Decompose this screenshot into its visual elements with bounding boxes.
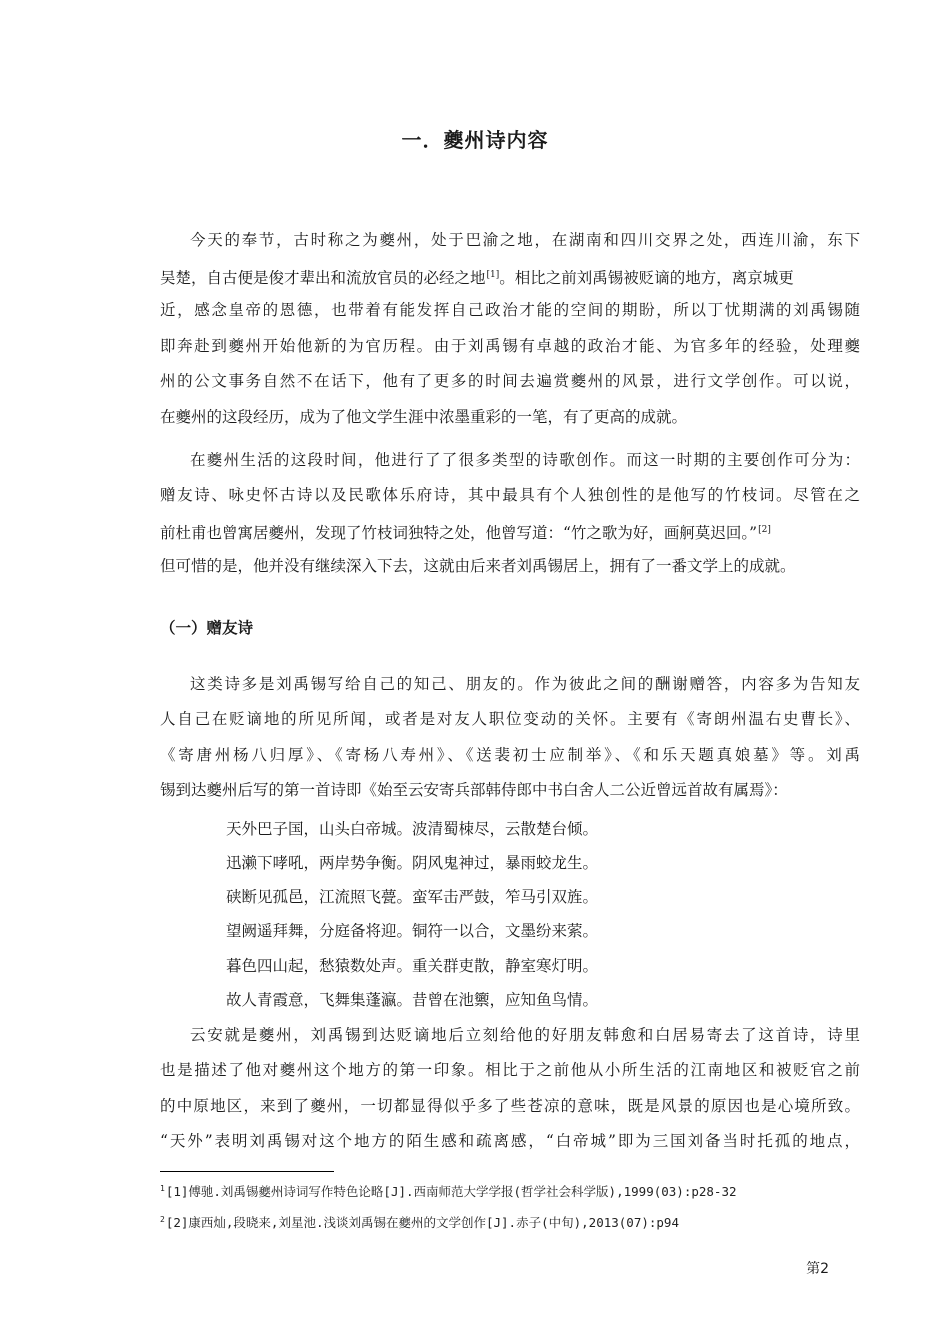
paragraph-1-line-4: 即奔赴到夔州开始他新的为官历程。由于刘禹锡有卓越的政治才能、为官多年的经验，处理夔 (160, 337, 860, 355)
poem-line: 迅濑下哮吼，两岸势争衡。阴风鬼神过，暴雨蛟龙生。 (226, 854, 599, 872)
footnote-1 (160, 1180, 737, 1201)
paragraph-3-line-1: 这类诗多是刘禹锡写给自己的知己、朋友的。作为彼此之间的酬谢赠答，内容多为告知友 (190, 675, 860, 693)
paragraph-2-line-1: 在夔州生活的这段时间，他进行了了很多类型的诗歌创作。而这一时期的主要创作可分为： (190, 451, 860, 469)
paragraph-3-line-2: 人自己在贬谪地的所见所闻，或者是对友人职位变动的关怀。主要有《寄朗州温右史曹长》、 (160, 710, 860, 728)
footnote-1-mark: 1 (160, 1184, 165, 1193)
footnote-2-mark: 2 (160, 1215, 165, 1224)
paragraph-2-line-2: 赠友诗、咏史怀古诗以及民歌体乐府诗，其中最具有个人独创性的是他写的竹枝词。尽管在之 (160, 486, 860, 504)
poem-line: 故人青霞意，飞舞集蓬瀛。昔曾在池籞，应知鱼鸟情。 (226, 991, 599, 1009)
paragraph-1-line-3: 近，感念皇帝的恩德，也带着有能发挥自己政治才能的空间的期盼，所以丁忧期满的刘禹锡随 (160, 301, 860, 319)
poem-line: 天外巴子国，山头白帝城。波清蜀栜尽，云散楚台倾。 (226, 820, 599, 838)
paragraph-2-line-3-text: 前杜甫也曾寓居夔州，发现了竹枝词独特之处，他曾写道：“竹之歌为好，画舸莫迟回。” (160, 524, 758, 542)
paragraph-1-line-2-rest: 。相比之前刘禹锡被贬谪的地方，离京城更 (499, 269, 794, 287)
poem-line: 硖断见孤邑，江流照飞甍。蛮军击严鼓，笮马引双旌。 (226, 888, 599, 906)
paragraph-2-line-3 (160, 518, 860, 542)
paragraph-4-line-3: 的中原地区，来到了夔州，一切都显得似乎多了些苍凉的意味，既是风景的原因也是心境所致。 (160, 1097, 860, 1115)
footnote-ref-2: [2] (758, 525, 771, 535)
paragraph-1-line-2-text: 吴楚，自古便是俊才辈出和流放官员的必经之地 (160, 269, 486, 287)
paragraph-3-line-4: 锡到达夔州后写的第一首诗即《始至云安寄兵部韩侍郎中书白舍人二公近曾远首故有属焉》： (160, 781, 788, 799)
chapter-title: 一．夔州诗内容 (401, 128, 549, 152)
poem-line: 暮色四山起，愁猿数处声。重关群吏散，静室寒灯明。 (226, 957, 599, 975)
paragraph-1-line-1: 今天的奉节，古时称之为夔州，处于巴渝之地，在湖南和四川交界之处，西连川渝，东下 (190, 231, 860, 249)
footnote-2-text: [2]康西灿,段晓来,刘星池.浅谈刘禹锡在夔州的文学创作[J].赤子(中旬),2013(07):p94 (165, 1215, 679, 1230)
paragraph-4-line-2: 也是描述了他对夔州这个地方的第一印象。相比于之前他从小所生活的江南地区和被贬官之前 (160, 1061, 860, 1079)
paragraph-4-line-4: “天外”表明刘禹锡对这个地方的陌生感和疏离感，“白帝城”即为三国刘备当时托孤的地点， (160, 1132, 860, 1150)
footnote-2 (160, 1211, 679, 1232)
section-heading: （一）赠友诗 (160, 619, 254, 637)
paragraph-2-line-4: 但可惜的是，他并没有继续深入下去，这就由后来者刘禹锡居上，拥有了一番文学上的成就。 (160, 557, 796, 575)
page-number: 第2 (806, 1261, 829, 1277)
paragraph-1-line-5: 州的公文事务自然不在话下，他有了更多的时间去遍赏夔州的风景，进行文学创作。可以说， (160, 372, 860, 390)
paragraph-3-line-3: 《寄唐州杨八归厚》、《寄杨八寿州》、《送裴初士应制举》、《和乐天题真娘墓》等。刘禹 (160, 746, 860, 764)
paragraph-1-line-2 (160, 263, 860, 287)
footnote-ref-1: [1] (486, 270, 500, 280)
paragraph-1-line-6: 在夔州的这段经历，成为了他文学生涯中浓墨重彩的一笔，有了更高的成就。 (160, 408, 688, 426)
poem-line: 望阙遥拜舞，分庭备将迎。铜符一以合，文墨纷来萦。 (226, 922, 599, 940)
footnote-1-text: [1]傅驰.刘禹锡夔州诗词写作特色论略[J].西南师范大学学报(哲学社会科学版),1999(03):p28-32 (165, 1184, 737, 1199)
footnote-divider (160, 1171, 334, 1172)
paragraph-4-line-1: 云安就是夔州，刘禹锡到达贬谪地后立刻给他的好朋友韩愈和白居易寄去了这首诗，诗里 (190, 1026, 860, 1044)
